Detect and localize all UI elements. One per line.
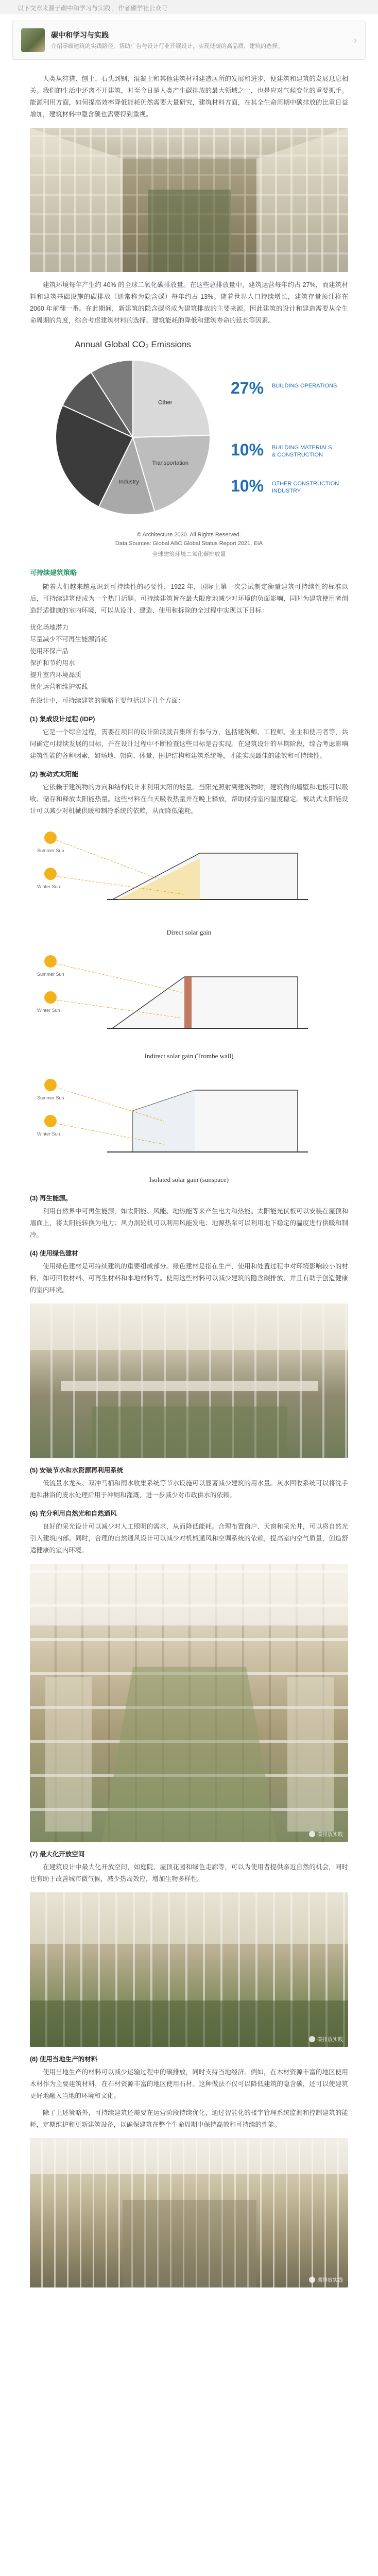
atrium-photo-4-graphic [30,1892,348,2047]
chevron-right-icon: › [354,35,357,45]
indirect-solar-gain-diagram [30,946,348,1049]
winter-sun-label: Winter Sun [37,1131,60,1137]
goals-outro: 在设计中，可持续建筑的策略主要包括以下几个方面： [30,697,185,704]
intro-paragraph-2: 建筑环境每年产生约 40% 的全球二氧化碳排放量。在这些总排放量中，建筑运营每年约占 27%，而建筑材料和建筑基础设施的碳排放（通常称为隐含碳）每年约占 13%。随着世界人口持续增长，建筑存量预计将在 2060 年前翻一番。在此期间，新建筑的隐含碳将成为建筑排放的主要来源。因此建筑的设计和建造需要从全生命周期的角度，综合考虑建筑材料的选择、建筑能耗的降低和建筑寿命的延长等因素。 [30,281,348,324]
strategy-7-title: (7) 最大化开放空间 [30,1851,85,1858]
strategy-2-title: (2) 被动式太阳能 [30,771,78,778]
watermark-icon [309,2036,315,2042]
strategy-2-body: 它依赖于建筑物的方向和结构设计来利用太阳的能量。当阳光照射到建筑物时，建筑物的墙壁和地板可以吸收、储存和释放太阳能热量。这些材料在白天吸收热量并在晚上释放，帮助保持室内温度稳定。被动式太阳能设计可以减少对机械供暖和制冷系统的依赖，从而降低能耗。 [30,784,348,815]
summer-sun-label: Summer Sun [37,848,64,853]
account-subtitle: 介绍零碳建筑的实践路径，帮助广告与设计行业开展设计，实现低碳的高品质、建筑的选择。 [51,43,283,49]
callout-value: 27% [231,379,264,397]
watermark-text: 碳排放实践 [317,2037,343,2043]
strategy-8-body-2: 除了上述策略外，可持续建筑还需要在运营阶段持续优化，通过智能化的楼宇管理系统监测和控制建筑的能耗，定期维护和更新建筑设备，以确保建筑在整个生命周期中保持高效和可持续的性能。 [30,2109,348,2128]
atrium-photo-2-graphic [30,1303,348,1458]
chart-credit-1: © Architecture 2030. All Rights Reserved. [137,532,241,538]
atrium-photo-4 [30,1892,348,2047]
strategy-5-title: (5) 安装节水和水资源再利用系统 [30,1467,124,1474]
atrium-photo-3-graphic [30,1564,348,1842]
intro-paragraph-1: 人类从狩猎、刨土、石头到钢，混凝土和其他建筑材料建造居所的发展和进步，便建筑和建筑的发展息息相关。我们的生活中还离不开建筑，时至今日是人类产生碳排放的最大领域之一，也是应对气候变化的重要抓手。能源利用方面，如何提高效率降低能耗仍然需要大量研究，建筑材料方面，在其全生命周期中碳排放的比重日益增加，建筑材料中隐含碳也需要得到重视。 [30,75,348,118]
photo-watermark [309,2276,343,2283]
watermark-text: 碳排放实践 [317,2278,343,2283]
strategy-7-body: 在建筑设计中最大化开放空间，如庭院、屋顶花园和绿色走廊等，可以为使用者提供亲近自然的机会，同时也有助于改善城市微气候，减少热岛效应，增加生物多样性。 [30,1863,348,1883]
strategy-1-title: (1) 集成设计过程 (IDP) [30,716,95,723]
goal-item: 优化场地潜力 [30,624,69,631]
callout-label: & CONSTRUCTION [272,452,323,458]
strategy-6-body: 良好的采光设计可以减少对人工照明的需求，从而降低能耗。合理布置窗户、天窗和采光井，可以将自然光引入建筑内部。同时，合理的自然通风设计可以减少对机械通风和空调系统的依赖，提高室内空气质量，创造舒适健康的室内环境。 [30,1523,348,1554]
watermark-icon [309,1831,315,1837]
atrium-photo-3 [30,1564,348,1842]
emissions-chart [30,332,348,558]
design-intro: 随着人们越来越意识到可持续性的必要性，1922 年，国际上第一次尝试制定衡量建筑可持续性的标准以后，可持续建筑便成为一个热门话题。可持续建筑旨在最大限度地减少对环境的负面影响，同时为建筑使用者创造舒适健康的室内环境，可以从设计、建造、使用和拆除的全过程中实现以下目标： [30,583,348,614]
atrium-photo-1 [30,128,348,272]
goal-item: 提升室内环境品质 [30,671,82,679]
goals-list [30,622,348,693]
goal-item: 保护和节约用水 [30,659,75,667]
strategy-3-body: 利用自然界中可再生能源，如太阳能、风能、地热能等来产生电力和热能。太阳能光伏板可以安装在屋顶和墙面上，将太阳能转换为电力；风力涡轮机可以利用风能发电；地源热泵可以利用地下稳定的温度进行供暖和制冷。 [30,1208,348,1239]
pie-slice [133,360,210,437]
atrium-photo-5 [30,2138,348,2287]
strategy-8-body: 使用当地生产的材料可以减少运输过程中的碳排放，同时支持当地经济。例如，在木材资源丰富的地区使用木材作为主要建筑材料，在石材资源丰富的地区使用石材。这种做法不仅可以降低建筑的隐含碳，还可以使建筑更好地融入当地的环境和文化。 [30,2069,348,2099]
callout-label: BUILDING OPERATIONS [272,383,337,389]
photo-watermark [309,2035,343,2043]
goal-item: 尽量减少不可再生能源消耗 [30,636,108,643]
summer-sun-label: Summer Sun [37,1095,64,1100]
summer-sun-icon [44,1079,57,1091]
goal-item: 使用环保产品 [30,648,69,655]
strategy-8-title: (8) 使用当地生产的材料 [30,2056,98,2063]
watermark-icon [309,2277,315,2283]
summer-sun-icon [44,955,57,968]
account-avatar [21,28,45,52]
chart-credit-2: Data Sources: Global ABC Global Status Report 2021, EIA [115,540,263,547]
callout-label: OTHER CONSTRUCTION [272,481,339,487]
section-title-strategies: 可持续建筑策略 [30,569,77,577]
pie-slice-label: Transportation [152,460,189,466]
emissions-chart-svg [30,332,348,528]
source-banner-text: 以下文章来源于碳中和学习与实践 ，作者碳学社公众号 [18,5,168,12]
pie-slice-label: Other [158,399,173,406]
strategy-1-body: 它是一个综合过程，需要在项目的设计阶段就召集所有参与方，包括建筑师、工程师、业主和使用者等，共同确定可持续发展的目标，并在设计过程中不断检查这些目标是否实现。在建筑设计的早期阶段，综合考虑影响建筑性能的各种因素，如场地、朝向、体量、围护结构和建筑系统等，才能实现最佳的能效和可持续性。 [30,728,348,759]
photo-watermark [309,1830,343,1838]
goal-item: 优化运营和维护实践 [30,683,88,690]
strategy-6-title: (6) 充分利用自然光和自然通风 [30,1510,117,1517]
account-title: 碳中和学习与实践 [51,31,109,39]
strategy-4-body: 使用绿色建材是可持续建筑的重要组成部分。绿色建材是指在生产、使用和处置过程中对环境影响较小的材料，如可回收材料、可再生材料和本地材料等。使用这些材料可以减少建筑的隐含碳排放，并且有助于创造健康的室内环境。 [30,1263,348,1294]
source-banner[interactable] [0,0,378,14]
winter-sun-icon [44,1115,57,1127]
strategy-3-title: (3) 再生能源。 [30,1195,72,1202]
strategy-4-title: (4) 使用绿色建材 [30,1250,78,1257]
diagram-2-caption: Indirect solar gain (Trombe wall) [144,1052,234,1060]
diagram-1-caption: Direct solar gain [166,928,212,936]
watermark-text: 碳排放实践 [317,1832,343,1838]
callout-value: 10% [231,440,264,459]
atrium-photo-1-graphic [30,128,348,272]
winter-sun-icon [44,868,57,880]
chart-caption: 全球建筑环境二氧化碳排放量 [152,551,226,557]
callout-value: 10% [231,477,264,495]
summer-sun-label: Summer Sun [37,972,64,977]
atrium-photo-5-graphic [30,2138,348,2287]
isolated-solar-gain-diagram [30,1070,348,1173]
diagram-3-caption: Isolated solar gain (sunspace) [149,1176,229,1183]
atrium-photo-2 [30,1303,348,1458]
article-content [0,60,378,2287]
strategy-5-body: 低流量水龙头、双冲马桶和雨水收集系统等节水设施可以显著减少建筑的用水量。灰水回收系统可以将洗手池和淋浴的废水处理后用于冲厕和灌溉，进一步减少对市政供水的依赖。 [30,1480,348,1499]
winter-sun-label: Winter Sun [37,1008,60,1013]
account-card[interactable] [12,21,366,60]
callout-label: INDUSTRY [272,488,301,494]
pie-slice-label: Industry [118,479,139,485]
callout-label: BUILDING MATERIALS [272,445,332,451]
summer-sun-icon [44,832,57,844]
chart-title: Annual Global CO₂ Emissions [75,340,191,349]
winter-sun-label: Winter Sun [37,884,60,889]
winter-sun-icon [44,991,57,1004]
direct-solar-gain-diagram [30,822,348,925]
